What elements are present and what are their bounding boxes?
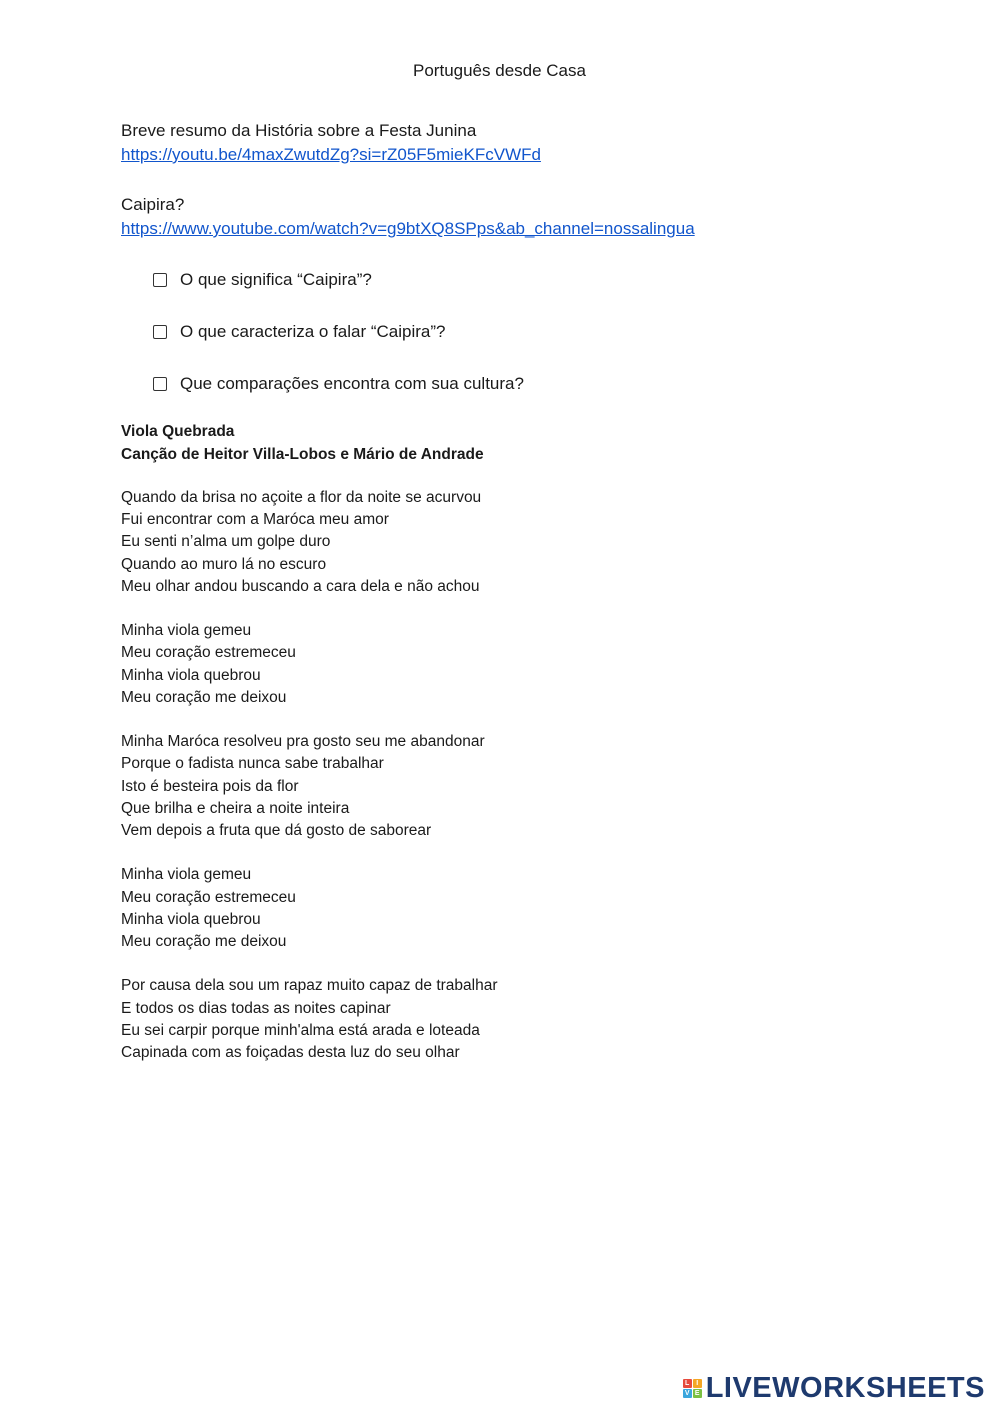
lyric-line: Eu sei carpir porque minh'alma está arada e loteada <box>121 1021 480 1039</box>
resource-link[interactable]: https://www.youtube.com/watch?v=g9btXQ8SPps&ab_channel=nossalingua <box>121 219 695 238</box>
lyric-line: Eu senti n’alma um golpe duro <box>121 533 331 551</box>
lyric-line: Vem depois a fruta que dá gosto de saborear <box>121 822 432 840</box>
song-lyrics <box>121 487 498 1086</box>
checkbox[interactable] <box>153 273 167 287</box>
question-text: O que caracteriza o falar “Caipira”? <box>180 322 446 341</box>
question-text: O que significa “Caipira”? <box>180 270 372 289</box>
resource-caipira <box>121 193 695 241</box>
logo-icon <box>683 1379 702 1398</box>
lyric-line: Porque o fadista nunca sabe trabalhar <box>121 755 384 773</box>
stanza <box>121 975 498 1064</box>
lyric-line: Meu coração estremeceu <box>121 644 296 662</box>
question-item[interactable] <box>153 320 524 344</box>
lyric-line: Fui encontrar com a Maróca meu amor <box>121 511 389 529</box>
resource-label: Breve resumo da História sobre a Festa Junina <box>121 121 477 140</box>
stanza <box>121 487 498 598</box>
lyric-line: Minha viola quebrou <box>121 910 261 928</box>
stanza <box>121 731 498 842</box>
checkbox[interactable] <box>153 377 167 391</box>
lyric-line: Minha viola quebrou <box>121 666 261 684</box>
liveworksheets-logo <box>683 1372 985 1405</box>
checkbox[interactable] <box>153 325 167 339</box>
logo-square: L <box>683 1379 692 1388</box>
logo-text: LIVEWORKSHEETS <box>705 1372 985 1404</box>
stanza <box>121 864 498 953</box>
question-text: Que comparações encontra com sua cultura? <box>180 374 524 393</box>
song-subtitle: Canção de Heitor Villa-Lobos e Mário de Andrade <box>121 445 484 463</box>
song-heading <box>121 421 484 466</box>
lyric-line: Quando ao muro lá no escuro <box>121 555 327 573</box>
lyric-line: Quando da brisa no açoite a flor da noite se acurvou <box>121 489 482 506</box>
lyric-line: Meu olhar andou buscando a cara dela e não achou <box>121 577 480 595</box>
resource-festa-junina <box>121 119 541 167</box>
lyric-line: E todos os dias todas as noites capinar <box>121 999 391 1017</box>
lyric-line: Meu coração estremeceu <box>121 888 296 906</box>
lyric-line: Isto é besteira pois da flor <box>121 777 299 795</box>
lyric-line: Minha viola gemeu <box>121 622 252 640</box>
lyric-line: Capinada com as foiçadas desta luz do seu olhar <box>121 1044 460 1062</box>
question-checklist <box>153 268 524 424</box>
resource-label: Caipira? <box>121 195 185 214</box>
resource-link[interactable]: https://youtu.be/4maxZwutdZg?si=rZ05F5mieKFcVWFd <box>121 145 541 164</box>
logo-square: V <box>683 1389 692 1398</box>
lyric-line: Que brilha e cheira a noite inteira <box>121 799 350 817</box>
question-item[interactable] <box>153 372 524 396</box>
lyric-line: Minha Maróca resolveu pra gosto seu me abandonar <box>121 733 485 751</box>
lyric-line: Por causa dela sou um rapaz muito capaz de trabalhar <box>121 977 498 995</box>
logo-square: E <box>693 1389 702 1398</box>
lyric-line: Minha viola gemeu <box>121 866 252 884</box>
lyric-line: Meu coração me deixou <box>121 688 287 706</box>
lyric-line: Meu coração me deixou <box>121 933 287 951</box>
question-item[interactable] <box>153 268 524 292</box>
stanza <box>121 620 498 709</box>
page-title: Português desde Casa <box>413 61 586 80</box>
song-title: Viola Quebrada <box>121 423 235 440</box>
logo-square: I <box>693 1379 702 1388</box>
